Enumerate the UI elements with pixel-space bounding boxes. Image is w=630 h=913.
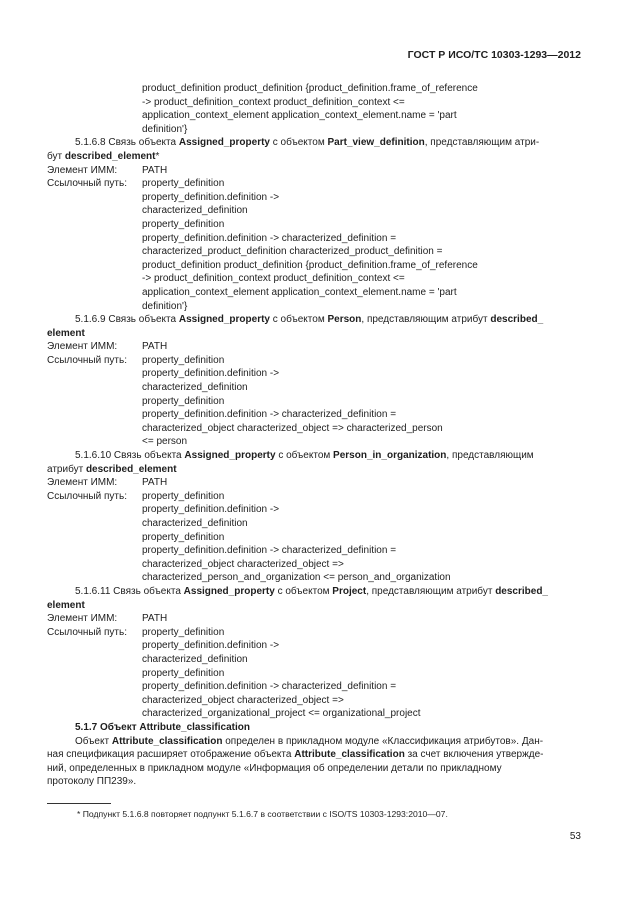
section-heading: [47, 721, 582, 735]
elem-row: [47, 340, 582, 354]
ref-line: characterized_definition: [142, 518, 248, 529]
text: , представляющим атри-: [424, 137, 540, 149]
ref-line: application_context_element application_context_element.name = 'part: [142, 110, 457, 122]
section-5-1-6-10: [47, 449, 582, 585]
page-content: [47, 82, 582, 789]
elem-row: [47, 164, 582, 178]
ref-line: characterized_definition: [142, 382, 248, 394]
heading-text: 5.1.7 Объект Attribute_classification: [75, 721, 250, 733]
ref-line: property_definition.definition ->: [142, 191, 280, 203]
elem-label: Элемент ИММ:: [47, 477, 118, 489]
text: атрибут: [47, 463, 86, 475]
paragraph-line: [47, 748, 582, 762]
elem-value: PATH: [142, 613, 168, 625]
text: с объектом: [269, 137, 328, 149]
footnote: * Подпункт 5.1.6.8 повторяет подпункт 5.1.6.7 в соответствии с ISO/TS 10303-1293:2010—07.: [77, 809, 448, 819]
ref-line: property_definition.definition -> characterized_definition =: [142, 409, 397, 421]
ref-label: Ссылочный путь:: [47, 178, 127, 190]
ref-row: [47, 177, 582, 191]
section-5-1-7: [47, 721, 582, 789]
ref-line: property_definition.definition ->: [142, 368, 280, 380]
attribute-name: described_: [490, 314, 544, 326]
ref-label: Ссылочный путь:: [47, 626, 127, 638]
ref-line: characterized_object characterized_object =>: [142, 694, 344, 706]
ref-line: characterized_organizational_project <= organizational_project: [142, 708, 421, 720]
ref-line: property_definition.definition -> characterized_definition =: [142, 232, 397, 244]
text: ная спецификация расширяет отображение объекта: [47, 749, 295, 761]
ref-line: characterized_product_definition characterized_product_definition =: [142, 246, 443, 258]
attribute-name: element: [47, 599, 85, 611]
ref-line: property_definition.definition -> characterized_definition =: [142, 681, 397, 693]
footnote-divider: [47, 803, 111, 804]
section-heading: [47, 585, 582, 599]
ref-line: property_definition.definition ->: [142, 504, 280, 516]
ref-line: -> product_definition_context product_definition_context <=: [142, 96, 405, 108]
target-name: Part_view_definition: [327, 137, 425, 149]
section-number: 5.1.6.9 Связь объекта: [75, 314, 179, 326]
elem-value: PATH: [142, 164, 168, 176]
ref-label: Ссылочный путь:: [47, 354, 127, 366]
object-name: Assigned_property: [178, 137, 270, 149]
section-heading: [47, 313, 582, 327]
elem-label: Элемент ИММ:: [47, 164, 118, 176]
elem-value: PATH: [142, 341, 168, 353]
elem-row: [47, 476, 582, 490]
elem-value: PATH: [142, 477, 168, 489]
text: , представляющим атрибут: [366, 585, 496, 597]
object-name: Assigned_property: [183, 585, 275, 597]
ref-line: characterized_object characterized_object =>: [142, 558, 344, 570]
elem-row: [47, 612, 582, 626]
elem-label: Элемент ИММ:: [47, 341, 118, 353]
elem-label: Элемент ИММ:: [47, 613, 118, 625]
ref-line: -> product_definition_context product_definition_context <=: [142, 273, 405, 285]
text: Объект: [75, 735, 112, 747]
attribute-name: element: [47, 327, 85, 339]
text: за счет включения утвержде-: [404, 749, 544, 761]
ref-line: property_definition.definition -> characterized_definition =: [142, 545, 397, 557]
ref-line: property_definition: [142, 395, 225, 407]
section-heading: [47, 449, 582, 463]
text: , представляющим: [446, 450, 534, 462]
attribute-name: described_element: [64, 150, 156, 162]
ref-line: characterized_definition: [142, 205, 248, 217]
ref-line: property_definition: [142, 218, 225, 230]
object-name: Assigned_property: [178, 314, 270, 326]
target-name: Person: [327, 314, 362, 326]
continuation-block: [47, 82, 582, 136]
ref-line: product_definition product_definition {product_definition.frame_of_reference: [142, 83, 478, 94]
section-5-1-6-11: [47, 585, 582, 721]
ref-line: characterized_person_and_organization <= person_and_organization: [142, 572, 451, 584]
ref-line: <= person: [142, 436, 188, 448]
section-5-1-6-8: [47, 136, 582, 313]
section-heading: [47, 136, 582, 150]
ref-line: property_definition: [142, 626, 225, 638]
text: с объектом: [274, 585, 333, 597]
paragraph-line: ний, определенных в прикладном модуле «Информация об определении детали по прикладному: [47, 762, 502, 774]
object-name: Assigned_property: [184, 450, 276, 462]
ref-label: Ссылочный путь:: [47, 490, 127, 502]
paragraph-line: [47, 735, 582, 749]
object-name: Attribute_classification: [294, 749, 405, 761]
section-heading-cont: [47, 599, 582, 613]
ref-row: [47, 354, 582, 368]
text: определен в прикладном модуле «Классификация атрибутов». Дан-: [222, 735, 544, 747]
attribute-name: described_element: [85, 463, 177, 475]
ref-line: property_definition.definition ->: [142, 640, 280, 652]
ref-line: product_definition product_definition {product_definition.frame_of_reference: [142, 259, 478, 271]
section-heading-cont: [47, 463, 582, 477]
section-5-1-6-9: [47, 313, 582, 449]
text: , представляющим атрибут: [361, 314, 491, 326]
ref-line: characterized_definition: [142, 653, 248, 665]
ref-line: property_definition: [142, 178, 225, 190]
ref-line: characterized_object characterized_object => characterized_person: [142, 422, 443, 434]
target-name: Person_in_organization: [333, 450, 447, 462]
ref-line: property_definition: [142, 490, 225, 502]
text: с объектом: [275, 450, 334, 462]
section-number: 5.1.6.8 Связь объекта: [75, 137, 179, 149]
ref-row: [47, 626, 582, 640]
section-heading-cont: [47, 150, 582, 164]
document-header: ГОСТ Р ИСО/ТС 10303-1293—2012: [407, 49, 581, 61]
text: с объектом: [269, 314, 328, 326]
section-number: 5.1.6.10 Связь объекта: [75, 450, 185, 462]
text: бут: [47, 150, 65, 162]
ref-line: application_context_element application_context_element.name = 'part: [142, 286, 457, 298]
page-number: 53: [569, 831, 581, 842]
attribute-name: described_: [495, 585, 548, 597]
target-name: Project: [332, 585, 367, 597]
object-name: Attribute_classification: [111, 735, 223, 747]
ref-line: property_definition: [142, 354, 225, 366]
ref-line: property_definition: [142, 531, 225, 543]
ref-line: definition'}: [142, 300, 188, 312]
ref-line: definition'}: [142, 123, 188, 135]
section-number: 5.1.6.11 Связь объекта: [75, 585, 184, 597]
section-heading-cont: [47, 327, 582, 341]
ref-row: [47, 490, 582, 504]
footnote-mark: *: [155, 150, 160, 162]
ref-line: property_definition: [142, 667, 225, 679]
paragraph-line: протоколу ПП239».: [47, 776, 137, 788]
